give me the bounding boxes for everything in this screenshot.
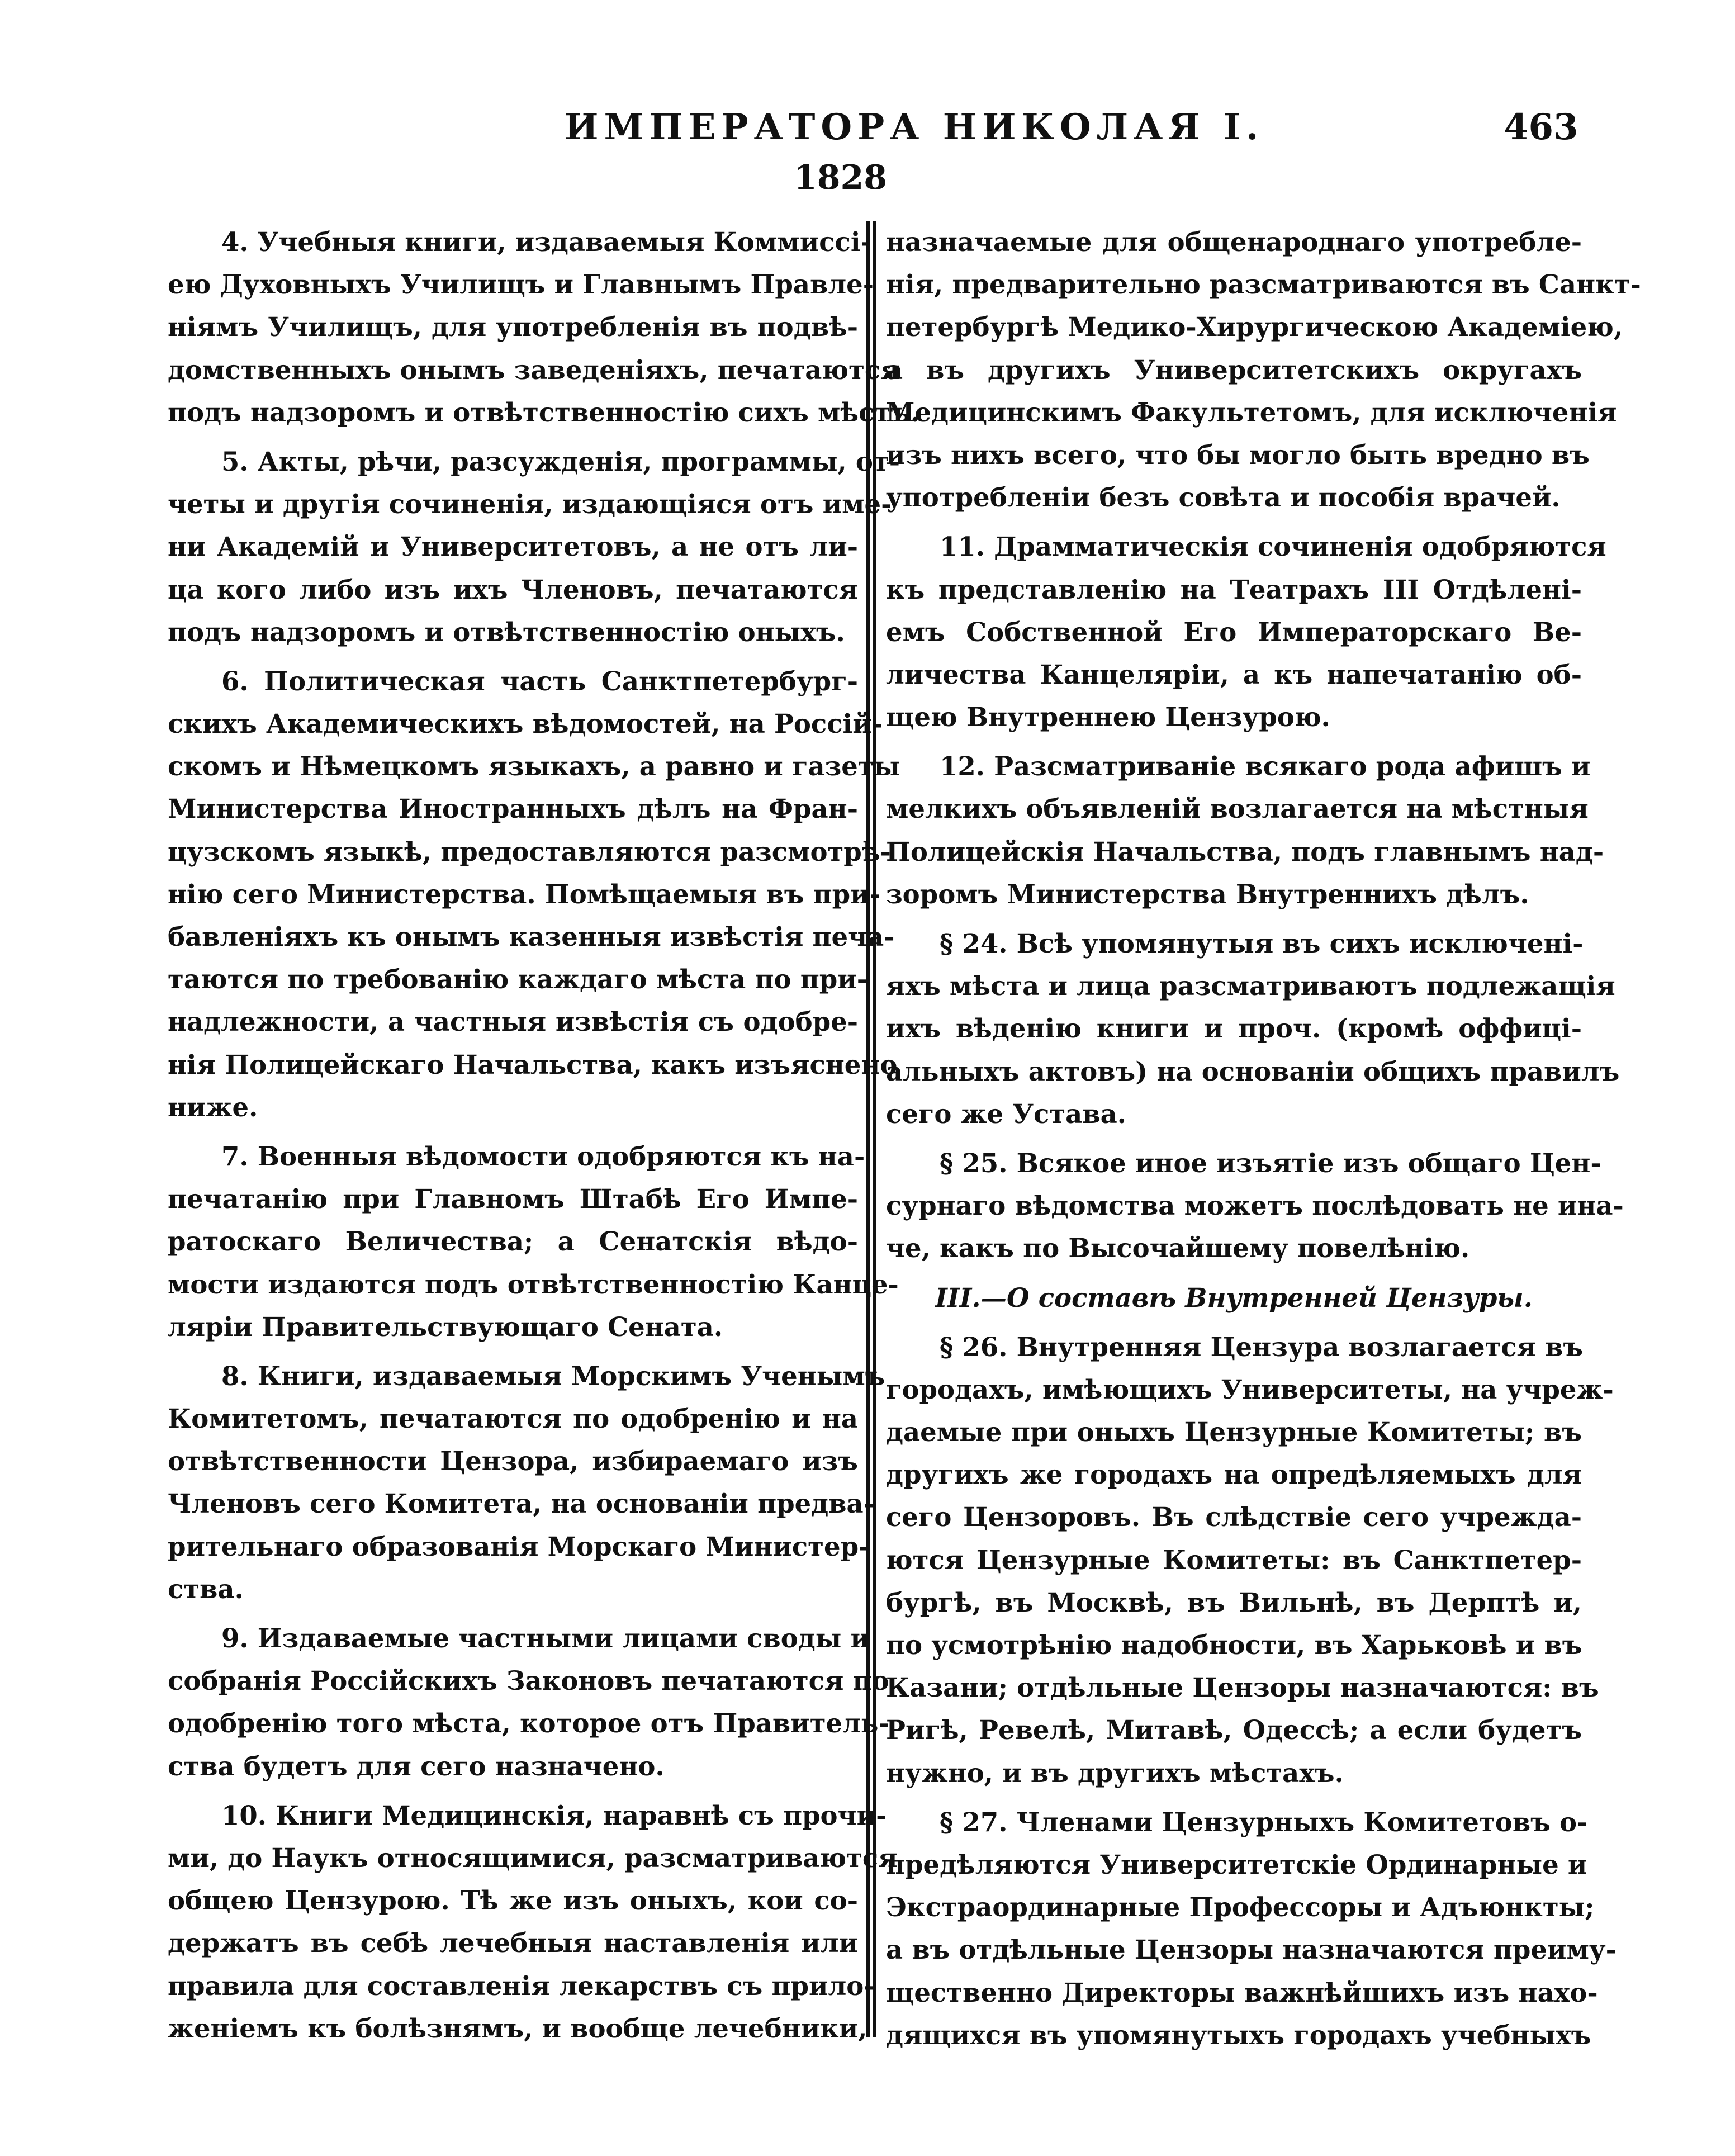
- paragraph: [886, 1326, 1614, 1794]
- text-line: одобренію того мѣста, которое отъ Правитель-: [168, 1708, 889, 1739]
- text-line: нія Полицейскаго Начальства, какъ изъяснено: [168, 1049, 898, 1080]
- text-line: Полицейскія Начальства, подъ главнымъ над-: [886, 836, 1604, 867]
- text-line: ратоскаго Величества; а Сенатскія вѣдо-: [168, 1226, 858, 1257]
- text-line: изъ нихъ всего, что бы могло быть вредно въ: [886, 439, 1590, 470]
- text-line: § 26. Внутренняя Цензура возлагается въ: [940, 1331, 1584, 1362]
- paragraph: [886, 525, 1606, 738]
- paragraph: [886, 745, 1604, 916]
- text-line: Ригѣ, Ревелѣ, Митавѣ, Одессѣ; а если будетъ: [886, 1714, 1582, 1746]
- paragraph: [168, 1794, 898, 2050]
- text-line: Комитетомъ, печатаются по одобренію и на: [168, 1403, 858, 1434]
- paragraph: [168, 221, 920, 434]
- text-line: 8. Книги, издаваемыя Морскимъ Ученымъ: [221, 1360, 885, 1391]
- page-number: 463: [1504, 106, 1578, 148]
- text-line: четы и другія сочиненія, издающіяся отъ име-: [168, 489, 892, 520]
- running-title: ИМПЕРАТОРА НИКОЛАЯ I.: [565, 106, 1264, 148]
- text-line: Казани; отдѣльные Цензоры назначаются: въ: [886, 1672, 1599, 1703]
- text-line: че, какъ по Высочайшему повелѣнію.: [886, 1233, 1470, 1264]
- text-line: а въ другихъ Университетскихъ округахъ: [886, 354, 1582, 385]
- text-line: мелкихъ объявленій возлагается на мѣстныя: [886, 793, 1589, 825]
- paragraph: [886, 1142, 1624, 1270]
- text-line: таются по требованію каждаго мѣста по при-: [168, 964, 868, 995]
- text-line: предѣляются Университетскіе Ординарные и: [886, 1849, 1587, 1880]
- text-line: личества Канцеляріи, а къ напечатанію об-: [886, 658, 1582, 690]
- paragraph: [168, 660, 900, 1129]
- text-line: отвѣтственности Цензора, избираемаго изъ: [168, 1446, 858, 1477]
- text-line: бавленіяхъ къ онымъ казенныя извѣстія печа-: [168, 921, 895, 952]
- text-line: мости издаются подъ отвѣтственностію Канце-: [168, 1268, 899, 1300]
- text-line: 5. Акты, рѣчи, разсужденія, программы, от-: [221, 446, 900, 477]
- text-line: петербургѣ Медико-Хирургическою Академіею,: [886, 311, 1623, 343]
- text-line: III.—О составѣ Внутренней Цензуры.: [935, 1282, 1533, 1313]
- text-line: по усмотрѣнію надобности, въ Харьковѣ и въ: [886, 1629, 1582, 1660]
- paragraph: [886, 1801, 1617, 2057]
- text-line: нія, предварительно разсматриваются въ Санкт-: [886, 269, 1641, 300]
- text-line: Министерства Иностранныхъ дѣлъ на Фран-: [168, 793, 858, 825]
- text-line: 10. Книги Медицинскія, наравнѣ съ прочи-: [221, 1799, 887, 1831]
- text-line: Медицинскимъ Факультетомъ, для исключенія: [886, 396, 1617, 428]
- text-line: 6. Политическая часть Санктпетербург-: [221, 665, 858, 696]
- paragraph: [886, 221, 1641, 519]
- paragraph: [168, 440, 900, 653]
- text-line: ются Цензурные Комитеты: въ Санктпетер-: [886, 1544, 1582, 1575]
- text-line: ниже.: [168, 1091, 258, 1122]
- text-line: ніямъ Училищъ, для употребленія въ подвѣ-: [168, 311, 858, 343]
- paragraph: [168, 1355, 885, 1610]
- text-line: надлежности, а частныя извѣстія съ одобре-: [168, 1006, 858, 1037]
- text-line: цузскомъ языкѣ, предоставляются разсмотрѣ-: [168, 836, 891, 867]
- right-column: [886, 221, 1641, 2057]
- text-line: § 27. Членами Цензурныхъ Комитетовъ о-: [940, 1806, 1588, 1837]
- column-divider: [866, 221, 876, 2037]
- text-line: щественно Директоры важнѣйшихъ изъ нахо-: [886, 1977, 1598, 2008]
- text-line: зоромъ Министерства Внутреннихъ дѣлъ.: [886, 878, 1529, 909]
- text-line: 11. Драмматическія сочиненія одобряются: [940, 531, 1606, 562]
- text-line: § 25. Всякое иное изъятіе изъ общаго Цен-: [940, 1147, 1601, 1178]
- text-line: нужно, и въ другихъ мѣстахъ.: [886, 1757, 1344, 1788]
- text-line: рительнаго образованія Морскаго Министер-: [168, 1530, 870, 1562]
- text-line: употребленіи безъ совѣта и пособія врачей.: [886, 482, 1561, 513]
- text-line: правила для составленія лекарствъ съ прило-: [168, 1970, 875, 2001]
- left-column: [168, 221, 920, 2050]
- text-line: Членовъ сего Комитета, на основаніи предва-: [168, 1488, 874, 1519]
- text-line: дящихся въ упомянутыхъ городахъ учебныхъ: [886, 2019, 1591, 2050]
- paragraph: [168, 1135, 899, 1348]
- text-line: ми, до Наукъ относящимися, разсматриваются: [168, 1842, 898, 1873]
- text-line: женіемъ къ болѣзнямъ, и вообще лечебники,: [168, 2012, 868, 2044]
- text-line: сего же Устава.: [886, 1098, 1126, 1129]
- text-line: емъ Собственной Его Императорскаго Ве-: [886, 616, 1582, 647]
- text-line: печатанію при Главномъ Штабѣ Его Импе-: [168, 1183, 858, 1215]
- text-line: подъ надзоромъ и отвѣтственностію оныхъ.: [168, 616, 845, 647]
- text-line: ихъ вѣденію книги и проч. (кромѣ оффиці-: [886, 1013, 1582, 1044]
- text-line: 9. Издаваемые частными лицами своды и: [221, 1623, 870, 1653]
- text-line: нію сего Министерства. Помѣщаемыя въ при-: [168, 878, 880, 909]
- year-heading: 1828: [794, 158, 887, 197]
- text-line: ства будетъ для сего назначено.: [168, 1750, 665, 1781]
- text-line: сего Цензоровъ. Въ слѣдствіе сего учрежда-: [886, 1501, 1582, 1533]
- text-line: назначаемые для общенароднаго употребле-: [886, 226, 1582, 257]
- text-line: ею Духовныхъ Училищъ и Главнымъ Правле-: [168, 269, 874, 300]
- text-line: другихъ же городахъ на опредѣляемыхъ для: [886, 1459, 1582, 1490]
- text-line: Экстраординарные Профессоры и Адъюнкты;: [886, 1892, 1595, 1923]
- text-line: держатъ въ себѣ лечебныя наставленія или: [168, 1927, 858, 1959]
- text-line: 12. Разсматриваніе всякаго рода афишъ и: [940, 751, 1591, 782]
- paragraph: [886, 922, 1620, 1135]
- text-line: 4. Учебныя книги, издаваемыя Коммиссі-: [221, 226, 871, 257]
- text-line: а въ отдѣльные Цензоры назначаются преиму-: [886, 1934, 1617, 1965]
- text-line: 7. Военныя вѣдомости одобряются къ на-: [221, 1140, 865, 1172]
- text-line: сурнаго вѣдомства можетъ послѣдовать не ина-: [886, 1190, 1624, 1221]
- text-line: ни Академій и Университетовъ, а не отъ ли-: [168, 531, 858, 562]
- text-line: § 24. Всѣ упомянутыя въ сихъ исключені-: [940, 928, 1584, 959]
- text-line: ляріи Правительствующаго Сената.: [168, 1311, 723, 1342]
- text-line: скомъ и Нѣмецкомъ языкахъ, а равно и газеты: [168, 751, 900, 782]
- text-line: городахъ, имѣющихъ Университеты, на учреж-: [886, 1373, 1614, 1405]
- text-line: ства.: [168, 1573, 244, 1604]
- text-line: общею Цензурою. Тѣ же изъ оныхъ, кои со-: [168, 1885, 858, 1916]
- text-line: яхъ мѣста и лица разсматриваютъ подлежащія: [886, 970, 1615, 1002]
- text-line: домственныхъ онымъ заведеніяхъ, печатаются: [168, 354, 900, 385]
- text-line: щею Внутреннею Цензурою.: [886, 702, 1330, 733]
- text-line: къ представленію на Театрахъ III Отдѣлені-: [886, 574, 1582, 605]
- running-head: [0, 106, 1735, 151]
- text-line: ца кого либо изъ ихъ Членовъ, печатаются: [168, 574, 858, 605]
- text-line: подъ надзоромъ и отвѣтственностію сихъ мѣстъ.: [168, 396, 920, 428]
- text-line: собранія Россійскихъ Законовъ печатаются по: [168, 1665, 889, 1697]
- text-line: даемые при оныхъ Цензурные Комитеты; въ: [886, 1416, 1582, 1448]
- paragraph: [168, 1617, 889, 1788]
- text-line: альныхъ актовъ) на основаніи общихъ правилъ: [886, 1055, 1620, 1087]
- text-line: бургѣ, въ Москвѣ, въ Вильнѣ, въ Дерптѣ и,: [886, 1586, 1582, 1618]
- text-line: скихъ Академическихъ вѣдомостей, на Россій-: [168, 708, 883, 740]
- section-heading: [886, 1277, 1582, 1319]
